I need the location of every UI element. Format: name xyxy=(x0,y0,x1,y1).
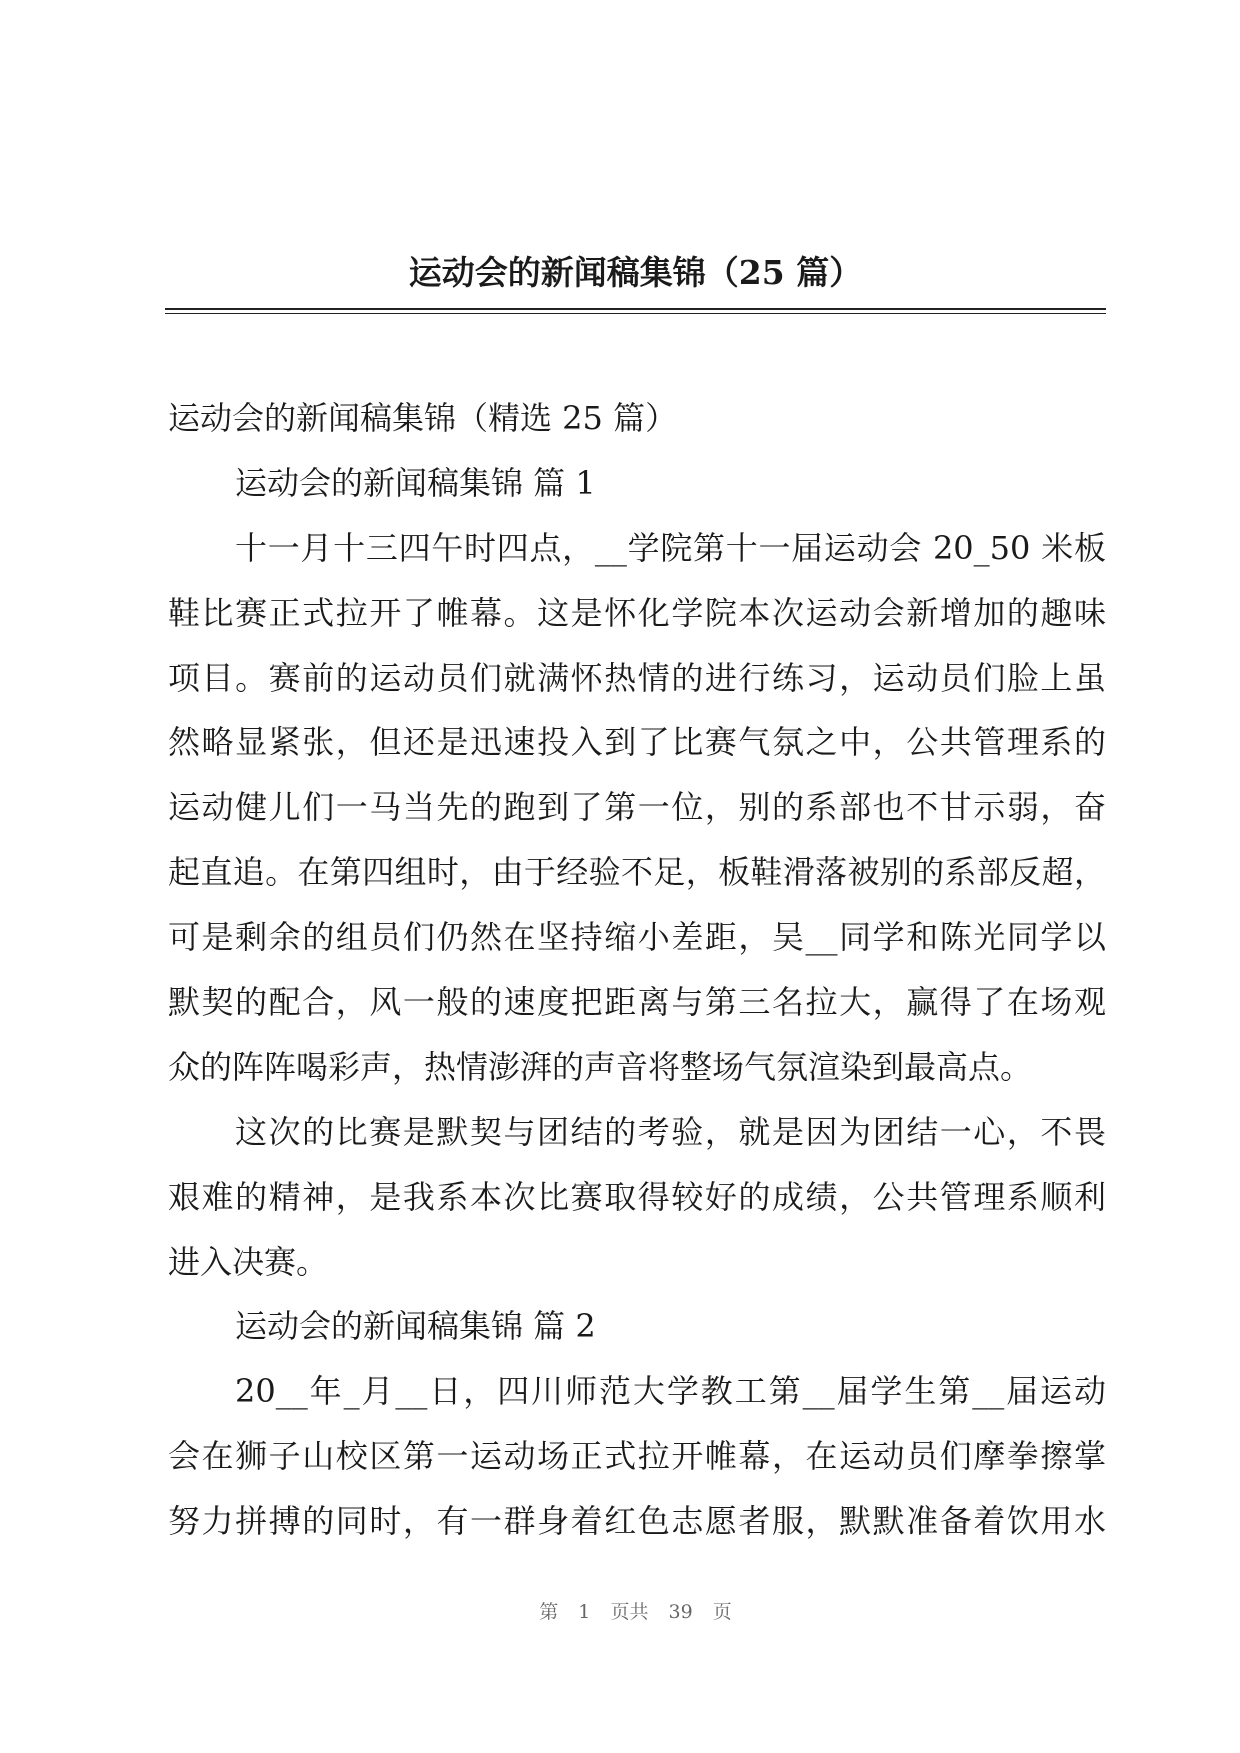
paragraph-line: 起直追。在第四组时，由于经验不足，板鞋滑落被别的系部反超， xyxy=(168,853,1106,892)
section-heading-text: 运动会的新闻稿集锦 篇 2 xyxy=(235,1307,596,1346)
paragraph-line: 努力拼搏的同时，有一群身着红色志愿者服，默默准备着饮用水 xyxy=(168,1502,1106,1541)
paragraph-3 xyxy=(168,1359,1106,1554)
footer-suffix: 页 xyxy=(712,1601,732,1623)
section-heading-1 xyxy=(168,451,1106,516)
paragraph-line: 20__年_月__日，四川师范大学教工第__届学生第__届运动 xyxy=(235,1372,1106,1411)
document-title: 运动会的新闻稿集锦（25 篇） xyxy=(408,253,863,292)
section-heading-2 xyxy=(168,1294,1106,1359)
paragraph-1 xyxy=(168,516,1106,1100)
paragraph-2 xyxy=(168,1100,1106,1295)
paragraph-line: 可是剩余的组员们仍然在坚持缩小差距，吴__同学和陈光同学以 xyxy=(168,918,1106,957)
paragraph-line: 会在狮子山校区第一运动场正式拉开帷幕，在运动员们摩拳擦掌 xyxy=(168,1437,1106,1476)
paragraph-line: 默契的配合，风一般的速度把距离与第三名拉大，赢得了在场观 xyxy=(168,983,1106,1022)
section-heading-text: 运动会的新闻稿集锦 篇 1 xyxy=(235,463,596,502)
paragraph-line: 运动会的新闻稿集锦（精选 25 篇） xyxy=(168,399,678,437)
footer-page-number: 1 xyxy=(578,1601,591,1623)
footer-middle: 页共 xyxy=(610,1601,649,1623)
footer-total-pages: 39 xyxy=(668,1601,693,1623)
title-double-rule xyxy=(165,308,1106,314)
footer-prefix: 第 xyxy=(539,1601,559,1623)
paragraph-line: 项目。赛前的运动员们就满怀热情的进行练习，运动员们脸上虽 xyxy=(168,658,1106,697)
paragraph-line: 鞋比赛正式拉开了帷幕。这是怀化学院本次运动会新增加的趣味 xyxy=(168,593,1106,632)
paragraph-intro xyxy=(168,386,1106,451)
paragraph-line: 进入决赛。 xyxy=(168,1242,329,1281)
paragraph-line: 运动健儿们一马当先的跑到了第一位，别的系部也不甘示弱，奋 xyxy=(168,788,1106,827)
paragraph-line: 艰难的精神，是我系本次比赛取得较好的成绩，公共管理系顺利 xyxy=(168,1177,1106,1216)
paragraph-line: 十一月十三四午时四点，__学院第十一届运动会 20_50 米板 xyxy=(235,528,1106,567)
page-footer xyxy=(165,1598,1106,1626)
paragraph-line: 这次的比赛是默契与团结的考验，就是因为团结一心，不畏 xyxy=(235,1112,1106,1151)
paragraph-line: 然略显紧张，但还是迅速投入到了比赛气氛之中，公共管理系的 xyxy=(168,723,1106,762)
document-body xyxy=(168,386,1106,1554)
paragraph-line: 众的阵阵喝彩声，热情澎湃的声音将整场气氛渲染到最高点。 xyxy=(168,1047,1033,1086)
